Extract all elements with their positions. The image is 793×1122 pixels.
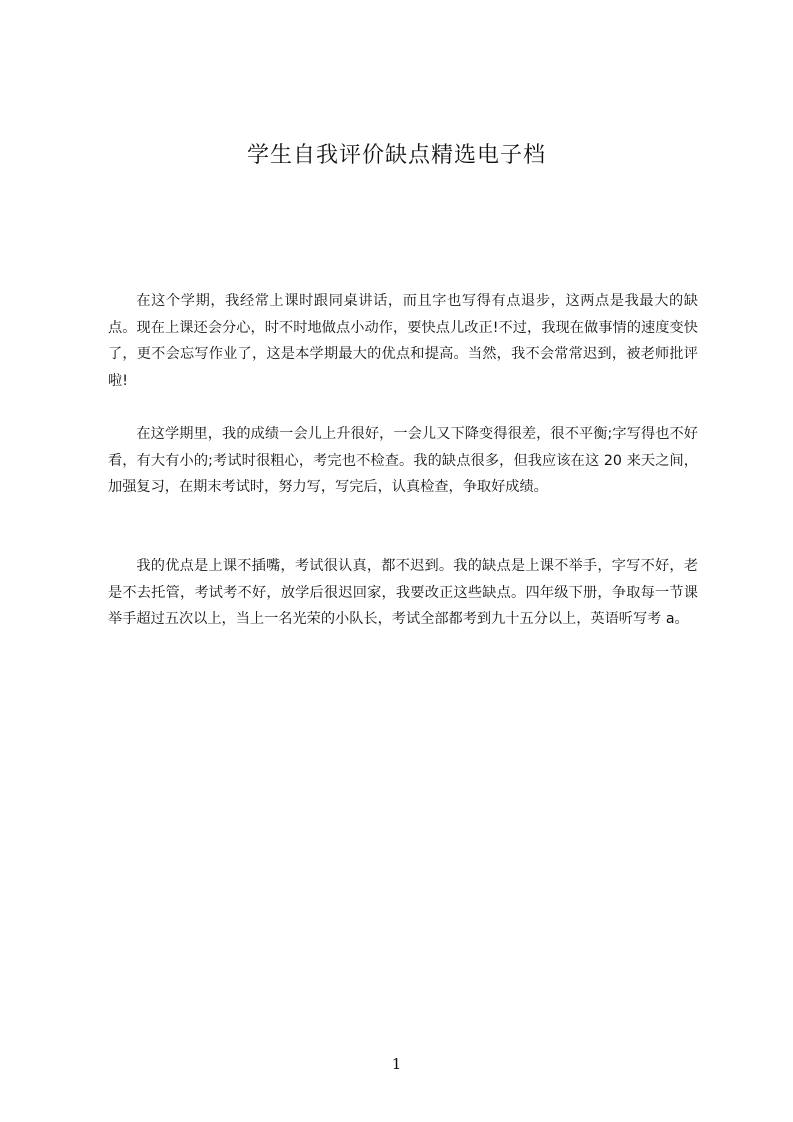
paragraph-3: 我的优点是上课不插嘴，考试很认真，都不迟到。我的缺点是上课不举手，字写不好，老是不去托管，考试考不好，放学后很迟回家，我要改正这些缺点。四年级下册，争取每一节课举手超过五次以上，当上一名光荣的小队长，考试全部都考到九十五分以上，英语听写考 a。 [108, 558, 698, 627]
paragraph-1: 在这个学期，我经常上课时跟同桌讲话，而且字也写得有点退步，这两点是我最大的缺点。现在上课还会分心，时不时地做点小动作，要快点儿改正!不过，我现在做事情的速度变快了，更不会忘写作业了，这是本学期最大的优点和提高。当然，我不会常常迟到，被老师批评啦! [108, 293, 698, 389]
paragraph-2: 在这学期里，我的成绩一会儿上升很好，一会儿又下降变得很差，很不平衡;字写得也不好看，有大有小的;考试时很粗心，考完也不检查。我的缺点很多，但我应该在这 20 来天之间，加强复习，在期末考试时，努力写，写完后，认真检查，争取好成绩。 [108, 426, 698, 495]
document-title: 学生自我评价缺点精选电子档 [246, 143, 546, 168]
page-number: 1 [391, 1055, 402, 1073]
